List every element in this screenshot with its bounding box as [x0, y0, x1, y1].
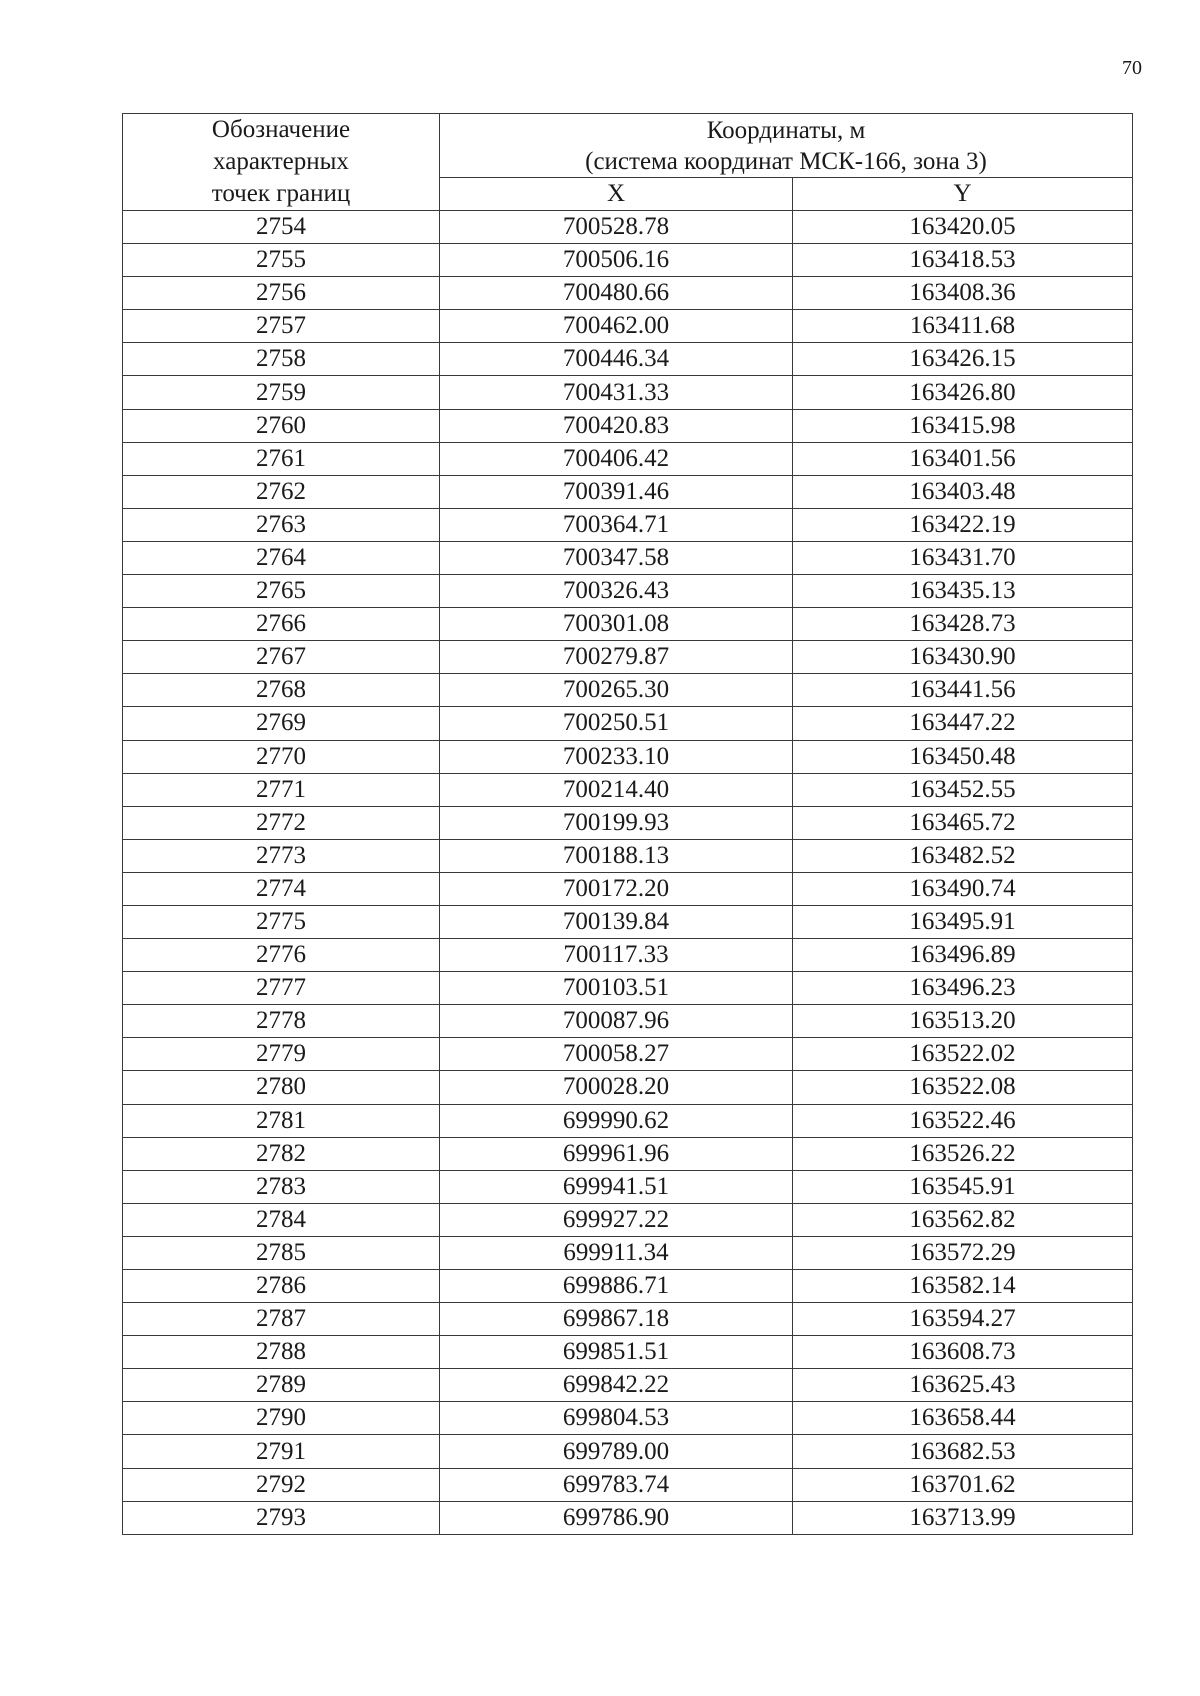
x-coordinate-cell: 700462.00	[440, 310, 793, 343]
y-coordinate-cell: 163426.15	[793, 343, 1133, 376]
point-id-cell: 2771	[123, 773, 440, 806]
x-coordinate-cell: 700188.13	[440, 839, 793, 872]
x-coordinate-cell: 700058.27	[440, 1038, 793, 1071]
y-coordinate-cell: 163545.91	[793, 1170, 1133, 1203]
point-id-cell: 2788	[123, 1336, 440, 1369]
x-coordinate-cell: 700364.71	[440, 508, 793, 541]
point-id-cell: 2765	[123, 575, 440, 608]
y-coordinate-cell: 163426.80	[793, 376, 1133, 409]
point-id-cell: 2786	[123, 1270, 440, 1303]
y-coordinate-cell: 163431.70	[793, 541, 1133, 574]
table-row	[123, 1435, 1133, 1468]
x-coordinate-cell: 700103.51	[440, 972, 793, 1005]
y-coordinate-cell: 163513.20	[793, 1005, 1133, 1038]
y-coordinate-cell: 163594.27	[793, 1303, 1133, 1336]
point-header-line-1: Обозначение	[211, 116, 351, 143]
y-coordinate-cell: 163422.19	[793, 508, 1133, 541]
table-row	[123, 1170, 1133, 1203]
x-coordinate-cell: 699961.96	[440, 1137, 793, 1170]
y-coordinate-cell: 163496.23	[793, 972, 1133, 1005]
x-coordinate-cell: 700250.51	[440, 707, 793, 740]
coordinates-header-line-2: (система координат МСК-166, зона 3)	[585, 147, 987, 175]
table-row	[123, 608, 1133, 641]
x-coordinate-cell: 700214.40	[440, 773, 793, 806]
point-id-cell: 2768	[123, 674, 440, 707]
point-id-cell: 2754	[123, 211, 440, 244]
x-coordinate-cell: 699927.22	[440, 1203, 793, 1236]
table-row	[123, 1468, 1133, 1501]
table-row	[123, 1005, 1133, 1038]
table-row	[123, 674, 1133, 707]
x-coordinate-cell: 699886.71	[440, 1270, 793, 1303]
y-coordinate-cell: 163522.02	[793, 1038, 1133, 1071]
point-id-cell: 2760	[123, 409, 440, 442]
x-coordinate-cell: 699941.51	[440, 1170, 793, 1203]
x-coordinate-cell: 700279.87	[440, 641, 793, 674]
point-id-cell: 2790	[123, 1402, 440, 1435]
table-row	[123, 310, 1133, 343]
point-id-cell: 2764	[123, 541, 440, 574]
coordinates-table	[122, 113, 1133, 1535]
point-id-cell: 2776	[123, 939, 440, 972]
y-coordinate-cell: 163403.48	[793, 475, 1133, 508]
table-row	[123, 872, 1133, 905]
table-header	[123, 114, 1133, 211]
point-id-cell: 2773	[123, 839, 440, 872]
point-id-cell: 2756	[123, 277, 440, 310]
y-coordinate-cell: 163441.56	[793, 674, 1133, 707]
table-row	[123, 972, 1133, 1005]
point-id-cell: 2766	[123, 608, 440, 641]
table-row	[123, 1402, 1133, 1435]
table-row	[123, 773, 1133, 806]
point-id-cell: 2789	[123, 1369, 440, 1402]
table-row	[123, 1104, 1133, 1137]
table-row	[123, 541, 1133, 574]
x-coordinate-cell: 700265.30	[440, 674, 793, 707]
x-coordinate-cell: 700347.58	[440, 541, 793, 574]
y-coordinate-cell: 163608.73	[793, 1336, 1133, 1369]
x-coordinate-cell: 700528.78	[440, 211, 793, 244]
y-column-header: Y	[793, 178, 1133, 211]
point-id-cell: 2791	[123, 1435, 440, 1468]
table-body	[123, 211, 1133, 1535]
x-coordinate-cell: 700117.33	[440, 939, 793, 972]
x-coordinate-cell: 700431.33	[440, 376, 793, 409]
y-coordinate-cell: 163625.43	[793, 1369, 1133, 1402]
point-id-cell: 2767	[123, 641, 440, 674]
point-id-cell: 2782	[123, 1137, 440, 1170]
y-coordinate-cell: 163418.53	[793, 244, 1133, 277]
table-row	[123, 376, 1133, 409]
y-coordinate-cell: 163562.82	[793, 1203, 1133, 1236]
table-row	[123, 1071, 1133, 1104]
point-id-cell: 2758	[123, 343, 440, 376]
table-row	[123, 707, 1133, 740]
y-coordinate-cell: 163435.13	[793, 575, 1133, 608]
point-id-cell: 2774	[123, 872, 440, 905]
point-id-cell: 2772	[123, 806, 440, 839]
point-id-cell: 2778	[123, 1005, 440, 1038]
y-coordinate-cell: 163401.56	[793, 442, 1133, 475]
point-id-cell: 2775	[123, 905, 440, 938]
point-id-cell: 2757	[123, 310, 440, 343]
point-id-cell: 2763	[123, 508, 440, 541]
y-coordinate-cell: 163713.99	[793, 1501, 1133, 1534]
y-coordinate-cell: 163482.52	[793, 839, 1133, 872]
y-coordinate-cell: 163495.91	[793, 905, 1133, 938]
y-coordinate-cell: 163572.29	[793, 1236, 1133, 1269]
y-coordinate-cell: 163496.89	[793, 939, 1133, 972]
table-row	[123, 475, 1133, 508]
point-designation-header	[123, 114, 440, 211]
table-row	[123, 1038, 1133, 1071]
point-id-cell: 2762	[123, 475, 440, 508]
y-coordinate-cell: 163415.98	[793, 409, 1133, 442]
y-coordinate-cell: 163701.62	[793, 1468, 1133, 1501]
point-header-line-2: характерных	[213, 148, 349, 175]
x-coordinate-cell: 699804.53	[440, 1402, 793, 1435]
point-id-cell: 2755	[123, 244, 440, 277]
point-id-cell: 2793	[123, 1501, 440, 1534]
table-row	[123, 1303, 1133, 1336]
x-coordinate-cell: 700139.84	[440, 905, 793, 938]
point-id-cell: 2792	[123, 1468, 440, 1501]
table-row	[123, 1369, 1133, 1402]
x-coordinate-cell: 700391.46	[440, 475, 793, 508]
table-row	[123, 508, 1133, 541]
table-row	[123, 277, 1133, 310]
x-coordinate-cell: 699990.62	[440, 1104, 793, 1137]
x-coordinate-cell: 699911.34	[440, 1236, 793, 1269]
y-coordinate-cell: 163526.22	[793, 1137, 1133, 1170]
table-row	[123, 1270, 1133, 1303]
table-row	[123, 244, 1133, 277]
y-coordinate-cell: 163465.72	[793, 806, 1133, 839]
x-coordinate-cell: 699867.18	[440, 1303, 793, 1336]
y-coordinate-cell: 163658.44	[793, 1402, 1133, 1435]
y-coordinate-cell: 163582.14	[793, 1270, 1133, 1303]
point-id-cell: 2761	[123, 442, 440, 475]
table-row	[123, 343, 1133, 376]
table-row	[123, 740, 1133, 773]
table-row	[123, 211, 1133, 244]
x-coordinate-cell: 700087.96	[440, 1005, 793, 1038]
y-coordinate-cell: 163490.74	[793, 872, 1133, 905]
x-coordinate-cell: 699786.90	[440, 1501, 793, 1534]
table-row	[123, 1236, 1133, 1269]
point-id-cell: 2781	[123, 1104, 440, 1137]
x-coordinate-cell: 700420.83	[440, 409, 793, 442]
point-id-cell: 2770	[123, 740, 440, 773]
table-row	[123, 575, 1133, 608]
table-row	[123, 839, 1133, 872]
coordinates-header	[440, 114, 1133, 178]
table-row	[123, 641, 1133, 674]
x-coordinate-cell: 700028.20	[440, 1071, 793, 1104]
x-coordinate-cell: 700172.20	[440, 872, 793, 905]
x-coordinate-cell: 700406.42	[440, 442, 793, 475]
y-coordinate-cell: 163420.05	[793, 211, 1133, 244]
y-coordinate-cell: 163682.53	[793, 1435, 1133, 1468]
table-row	[123, 905, 1133, 938]
table-row	[123, 1203, 1133, 1236]
y-coordinate-cell: 163522.08	[793, 1071, 1133, 1104]
x-coordinate-cell: 700301.08	[440, 608, 793, 641]
y-coordinate-cell: 163452.55	[793, 773, 1133, 806]
y-coordinate-cell: 163428.73	[793, 608, 1133, 641]
y-coordinate-cell: 163447.22	[793, 707, 1133, 740]
x-coordinate-cell: 700480.66	[440, 277, 793, 310]
y-coordinate-cell: 163408.36	[793, 277, 1133, 310]
y-coordinate-cell: 163430.90	[793, 641, 1133, 674]
x-column-header: X	[440, 178, 793, 211]
point-id-cell: 2787	[123, 1303, 440, 1336]
coordinates-header-line-1: Координаты, м	[706, 116, 866, 144]
table-row	[123, 442, 1133, 475]
point-id-cell: 2759	[123, 376, 440, 409]
point-id-cell: 2783	[123, 1170, 440, 1203]
point-id-cell: 2779	[123, 1038, 440, 1071]
table-row	[123, 1137, 1133, 1170]
x-coordinate-cell: 700326.43	[440, 575, 793, 608]
point-id-cell: 2784	[123, 1203, 440, 1236]
x-coordinate-cell: 700506.16	[440, 244, 793, 277]
table-row	[123, 806, 1133, 839]
x-coordinate-cell: 699851.51	[440, 1336, 793, 1369]
x-coordinate-cell: 699783.74	[440, 1468, 793, 1501]
y-coordinate-cell: 163450.48	[793, 740, 1133, 773]
point-id-cell: 2785	[123, 1236, 440, 1269]
point-id-cell: 2780	[123, 1071, 440, 1104]
x-coordinate-cell: 699842.22	[440, 1369, 793, 1402]
x-coordinate-cell: 700446.34	[440, 343, 793, 376]
page-number: 70	[1122, 57, 1142, 79]
table-row	[123, 1501, 1133, 1534]
point-id-cell: 2769	[123, 707, 440, 740]
table-row	[123, 939, 1133, 972]
x-coordinate-cell: 699789.00	[440, 1435, 793, 1468]
point-header-line-3: точек границ	[211, 180, 351, 207]
table-row	[123, 1336, 1133, 1369]
x-coordinate-cell: 700199.93	[440, 806, 793, 839]
x-coordinate-cell: 700233.10	[440, 740, 793, 773]
y-coordinate-cell: 163411.68	[793, 310, 1133, 343]
y-coordinate-cell: 163522.46	[793, 1104, 1133, 1137]
table-row	[123, 409, 1133, 442]
point-id-cell: 2777	[123, 972, 440, 1005]
